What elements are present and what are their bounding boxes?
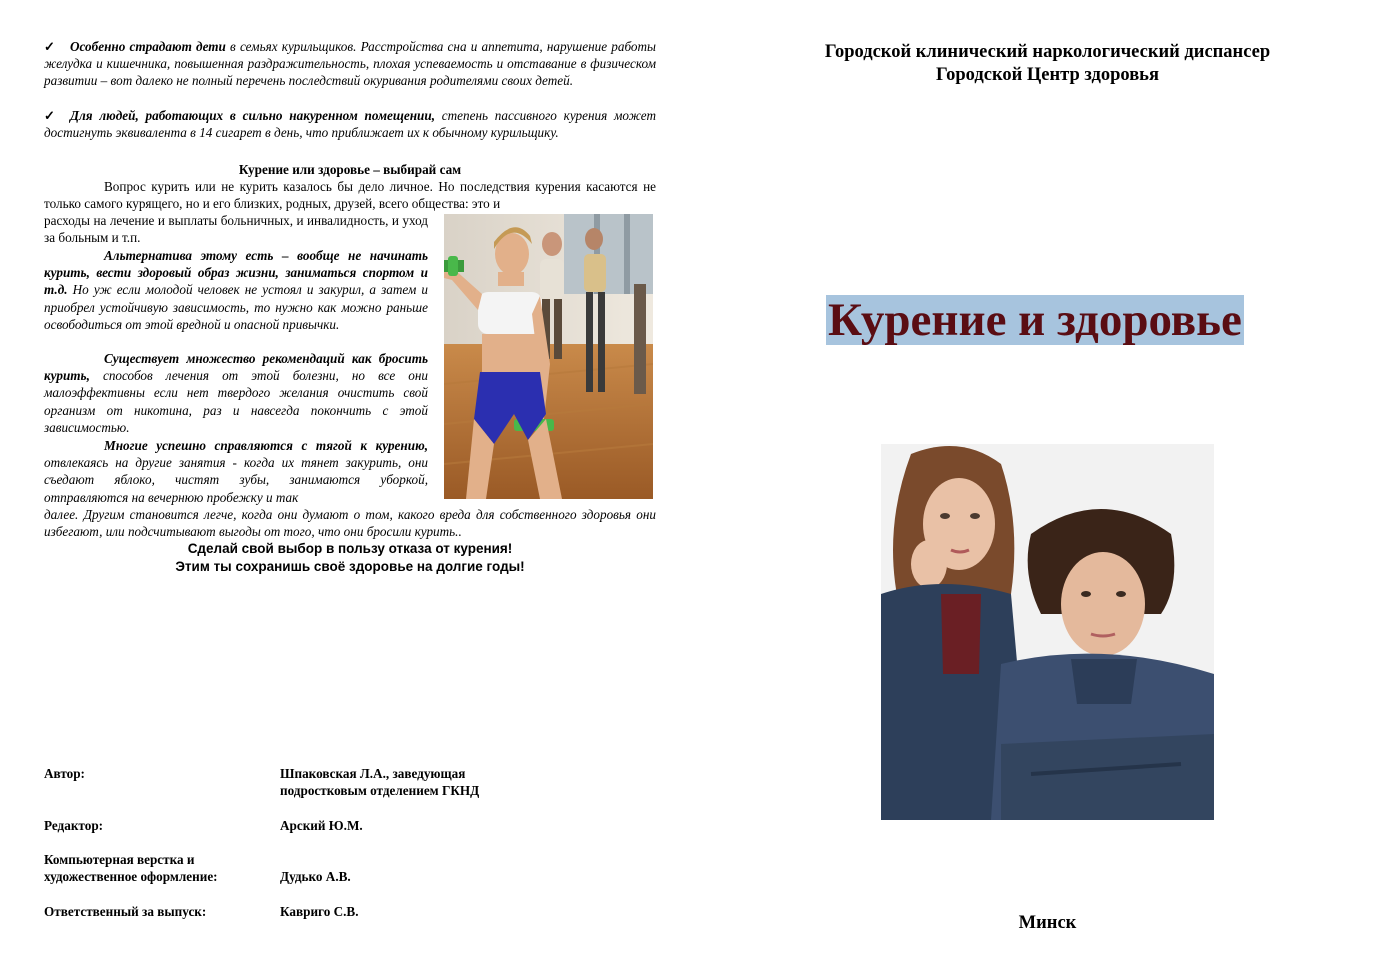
credit-label-author: Автор:: [44, 766, 85, 781]
credit-label-layout: Компьютерная верстка и художественное оформление:: [44, 852, 218, 884]
paragraph-intro-continued: расходы на лечение и выплаты больничных, и инвалидность, и уход за больным и т.п.: [44, 213, 428, 246]
credit-value-layout: Дудько А.В.: [280, 869, 351, 884]
paragraph-coping: [44, 437, 428, 506]
bullet-bold: Особенно страдают дети: [70, 39, 226, 54]
paragraph-text: Но уж если молодой человек не устоял и закурил, а затем и приобрел устойчивую зависимость, то нужно как можно раньше освободиться от этой вредной и опасной привычки.: [44, 282, 428, 332]
city-name: Минск: [1018, 913, 1077, 933]
paragraph-bold: Многие успешно справляются с тягой к курению,: [104, 438, 428, 453]
paragraph-text: способов лечения от этой болезни, но все они малоэффективны если нет твердого желания очистить свой организм от никотина, раз и навсегда покончить с этой зависимостью.: [44, 368, 428, 435]
paragraph-intro: Вопрос курить или не курить казалось бы дело личное. Но последствия курения касаются не только самого курящего, но и его близких, родных, друзей, всего общества: это и: [44, 179, 656, 212]
closing-line-2: Этим ты сохранишь своё здоровье на долгие годы!: [175, 559, 525, 574]
paragraph-bold: Альтернатива этому есть – вообще не начинать курить, вести здоровый образ жизни, заниматься спортом и т.д.: [44, 248, 428, 298]
organization-name-2: Городской Центр здоровья: [936, 65, 1159, 85]
bullet-item-children: [44, 38, 656, 90]
bullet-text: степень пассивного курения может достигнуть эквивалента в 14 сигарет в день, что приближает их к обычному курильщику.: [44, 108, 656, 141]
page-title: Курение и здоровье: [828, 294, 1242, 346]
credit-value-editor: Арский Ю.М.: [280, 818, 363, 833]
credit-label-responsible: Ответственный за выпуск:: [44, 904, 207, 919]
checkmark-icon: ✓: [44, 39, 56, 54]
paragraph-coping-continued: далее. Другим становится легче, когда они думают о том, какого вреда для собственного здоровья они избегают, или подсчитывают выгоды от того, что они бросили курить..: [44, 507, 656, 540]
closing-line-1: Сделай свой выбор в пользу отказа от курения!: [187, 541, 513, 556]
paragraph-alternative: [44, 247, 428, 333]
section-heading: Курение или здоровье – выбирай сам: [238, 162, 462, 177]
bullet-text: в семьях курильщиков. Расстройства сна и аппетита, нарушение работы желудка и кишечника, повышенная раздражительность, плохая успеваемость и отставание в физическом развитии – вот далеко не полный перечень последствий окуривания родителями своих детей.: [44, 39, 656, 89]
fitness-photo: [444, 214, 653, 499]
paragraph-bold: Существует множество рекомендаций как бросить курить,: [44, 351, 428, 384]
organization-name-1: Городской клинический наркологический диспансер: [824, 42, 1271, 62]
bullet-item-workers: [44, 107, 656, 141]
credit-value-author: Шпаковская Л.А., заведующая подростковым отделением ГКНД: [280, 766, 480, 798]
checkmark-icon: ✓: [44, 108, 56, 123]
credit-value-responsible: Кавриго С.В.: [280, 904, 359, 919]
paragraph-text: отвлекаясь на другие занятия - когда их тянет закурить, они съедают яблоко, чистят зубы, занимаются уборкой, отправляются на вечернюю пробежку и так: [44, 455, 428, 505]
credit-label-editor: Редактор:: [44, 818, 104, 833]
children-photo: [881, 444, 1214, 820]
bullet-bold: Для людей, работающих в сильно накуренном помещении,: [70, 108, 435, 123]
paragraph-recommendations: [44, 350, 428, 436]
